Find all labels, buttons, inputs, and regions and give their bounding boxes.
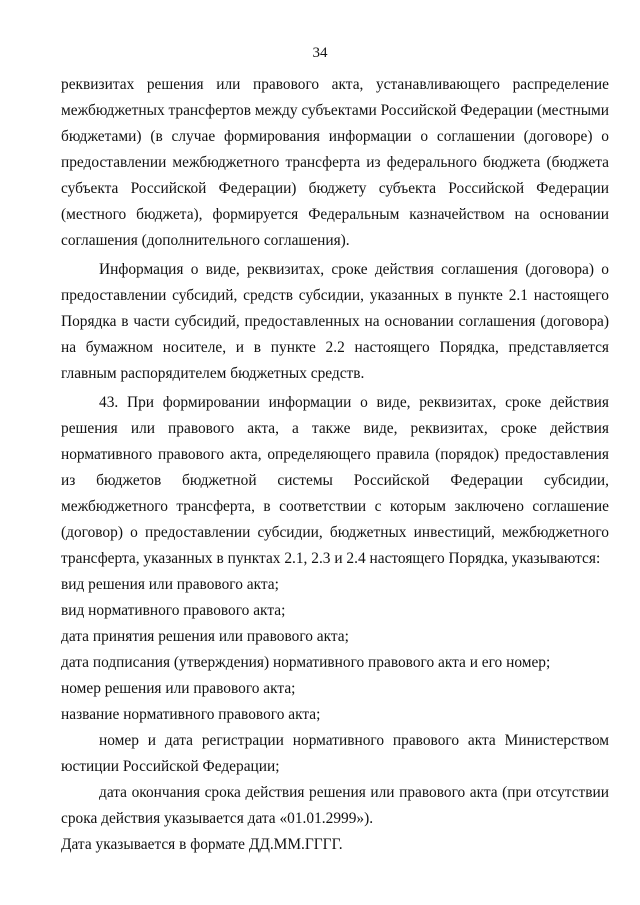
paragraph-continuation: реквизитах решения или правового акта, устанавливающего распределение межбюджетных трансфертов между субъектами Российской Федерации (местными бюджетами) (в случае формирования информации о соглашении (договоре) о предоставлении межбюджетного трансферта из федерального бюджета (бюджета субъекта Российской Федерации) бюджету субъекта Российской Федерации (местного бюджета), формируется Федеральным казначейством на основании соглашения (дополнительного соглашения). xyxy=(61,76,610,249)
list-item-registration: номер и дата регистрации нормативного правового акта Министерством юстиции Российской Федерации; xyxy=(61,732,609,775)
closing-line: Дата указывается в формате ДД.ММ.ГГГГ. xyxy=(61,836,343,853)
paragraph-43: 43. При формировании информации о виде, реквизитах, сроке действия решения или правового акта, а также виде, реквизитах, сроке действия нормативного правового акта, определяющего правила (порядок) предоставления из бюджетов бюджетной системы Российской Федерации субсидии, межбюджетного трансферта, в соответствии с которым заключено соглашение (договор) о предоставлении субсидии, бюджетных инвестиций, межбюджетного трансферта, указанных в пунктах 2.1, 2.3 и 2.4 настоящего Порядка, указываются: xyxy=(61,394,609,567)
list-item: номер решения или правового акта; xyxy=(61,680,296,697)
list-item: вид решения или правового акта; xyxy=(61,576,279,593)
list-item: дата принятия решения или правового акта; xyxy=(61,628,349,645)
list-item: название нормативного правового акта; xyxy=(61,706,321,723)
list-item: вид нормативного правового акта; xyxy=(61,602,286,619)
page-number: 34 xyxy=(312,45,328,61)
list-item-expiry-date: дата окончания срока действия решения или правового акта (при отсутствии срока действия указывается дата «01.01.2999»). xyxy=(61,784,609,827)
document-body xyxy=(61,72,609,858)
paragraph-information: Информация о виде, реквизитах, сроке действия соглашения (договора) о предоставлении субсидий, средств субсидии, указанных в пункте 2.1 настоящего Порядка в части субсидий, предоставленных на основании соглашения (договора) на бумажном носителе, и в пункте 2.2 настоящего Порядка, представляется главным распорядителем бюджетных средств. xyxy=(61,261,609,382)
list-item: дата подписания (утверждения) нормативного правового акта и его номер; xyxy=(61,654,551,671)
